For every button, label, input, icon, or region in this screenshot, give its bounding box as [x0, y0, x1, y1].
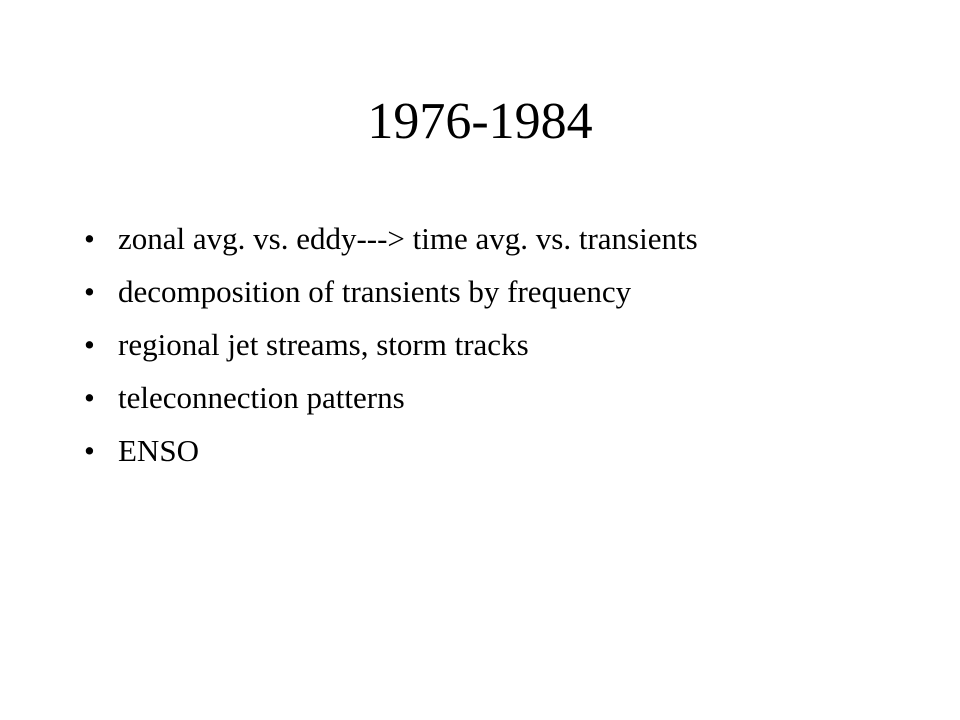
- bullet-icon: •: [84, 327, 95, 362]
- bullet-text: regional jet streams, storm tracks: [118, 327, 529, 362]
- bullet-icon: •: [84, 274, 95, 309]
- bullet-text: decomposition of transients by frequency: [118, 274, 632, 309]
- bullet-text: teleconnection patterns: [118, 380, 405, 415]
- bullet-text: ENSO: [118, 433, 199, 468]
- slide-title: 1976-1984: [367, 93, 593, 150]
- bullet-icon: •: [84, 221, 95, 256]
- bullet-icon: •: [84, 433, 95, 468]
- bullet-icon: •: [84, 380, 95, 415]
- bullet-text: zonal avg. vs. eddy---> time avg. vs. transients: [118, 221, 698, 256]
